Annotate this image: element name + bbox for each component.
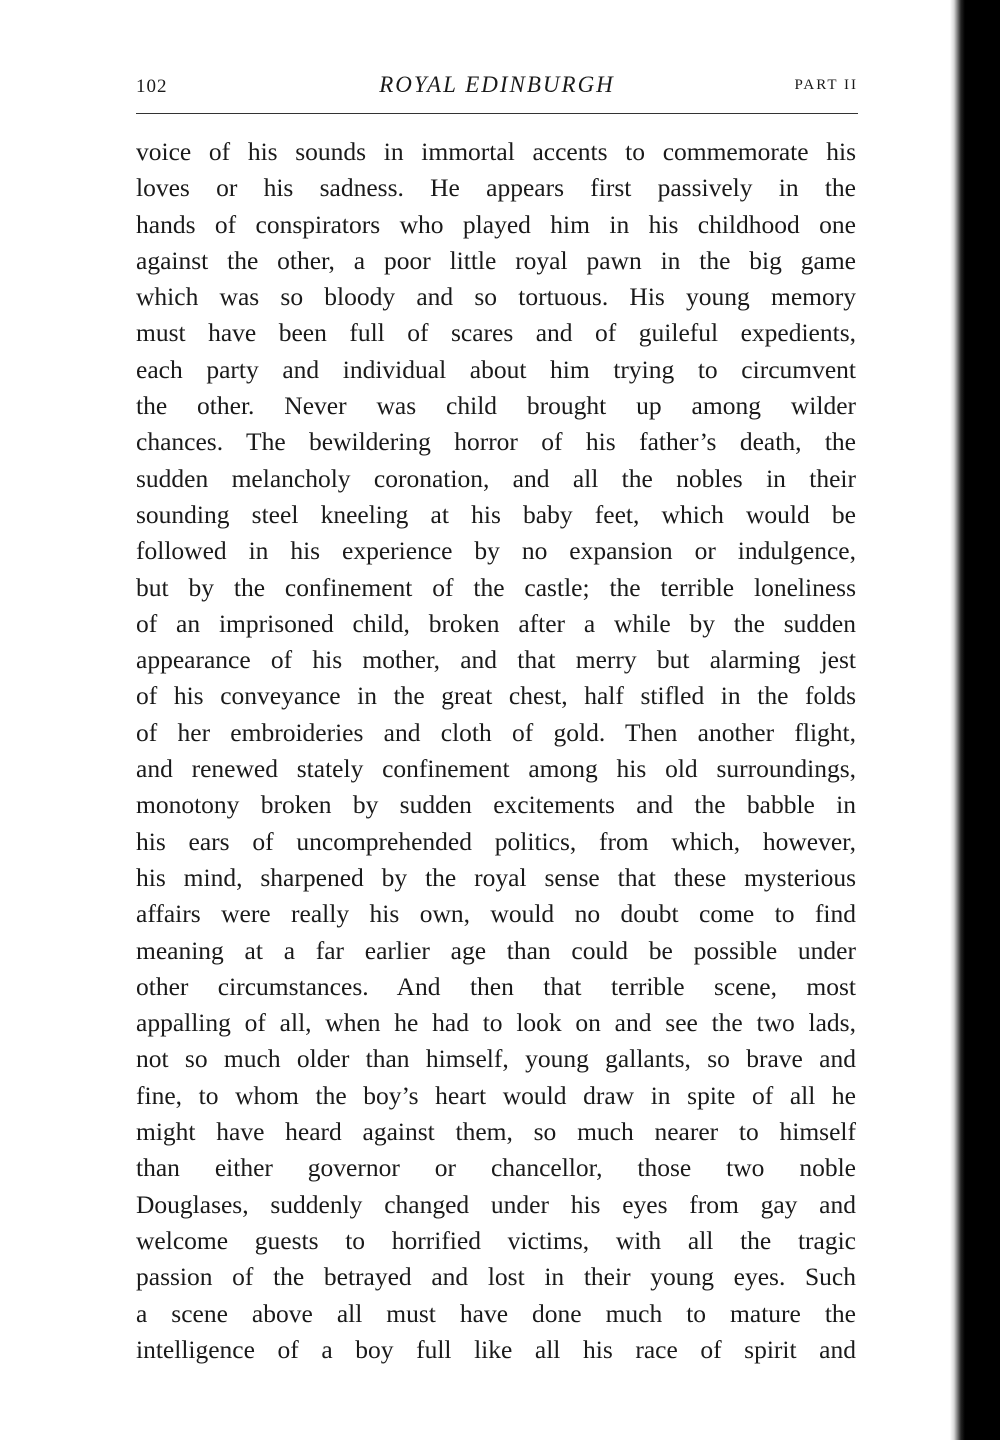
text-line: of her embroideries and cloth of gold. Then another flight, — [136, 717, 856, 747]
text-line: which was so bloody and so tortuous. His young memory — [136, 282, 856, 312]
text-line: meaning at a far earlier age than could be possible under — [136, 935, 856, 965]
text-line: affairs were really his own, would no doubt come to find — [136, 899, 856, 929]
page-header — [136, 72, 858, 104]
text-line: not so much older than himself, young gallants, so brave and — [136, 1044, 856, 1074]
text-line: his mind, sharpened by the royal sense that these mysterious — [136, 862, 856, 892]
part-label: PART II — [794, 77, 858, 93]
text-line: passion of the betrayed and lost in their young eyes. Such — [136, 1262, 856, 1292]
text-line: monotony broken by sudden excitements and the babble in — [136, 790, 856, 820]
header-rule — [136, 113, 858, 114]
text-line: each party and individual about him trying to circumvent — [136, 354, 856, 384]
text-line: voice of his sounds in immortal accents to commemorate his — [136, 137, 856, 166]
text-line: intelligence of a boy full like all his race of spirit and — [136, 1334, 856, 1364]
page-number: 102 — [136, 76, 168, 97]
text-line: might have heard against them, so much nearer to himself — [136, 1117, 856, 1147]
text-line: Douglases, suddenly changed under his eyes from gay and — [136, 1189, 856, 1219]
text-line: and renewed stately confinement among his old surroundings, — [136, 754, 856, 784]
scan-binding-edge — [950, 0, 1000, 1440]
text-line: welcome guests to horrified victims, with all the tragic — [136, 1225, 856, 1255]
text-line: against the other, a poor little royal pawn in the big game — [136, 245, 856, 275]
text-line: loves or his sadness. He appears first passively in the — [136, 173, 856, 203]
running-title: ROYAL EDINBURGH — [379, 72, 615, 97]
text-line: other circumstances. And then that terrible scene, most — [136, 971, 856, 1001]
text-line: of his conveyance in the great chest, half stifled in the folds — [136, 681, 856, 711]
text-line: his ears of uncomprehended politics, from which, however, — [136, 826, 856, 856]
text-line: must have been full of scares and of guileful expedients, — [136, 318, 856, 348]
body-text — [136, 134, 856, 1368]
text-line: the other. Never was child brought up among wilder — [136, 391, 856, 421]
text-line: sounding steel kneeling at his baby feet, which would be — [136, 499, 856, 529]
text-line: than either governor or chancellor, those two noble — [136, 1153, 856, 1183]
text-line: chances. The bewildering horror of his father’s death, the — [136, 427, 856, 457]
text-line: hands of conspirators who played him in his childhood one — [136, 209, 856, 239]
text-line: appearance of his mother, and that merry but alarming jest — [136, 645, 856, 675]
text-line: sudden melancholy coronation, and all the nobles in their — [136, 463, 856, 493]
text-line: a scene above all must have done much to mature the — [136, 1298, 856, 1328]
text-line: of an imprisoned child, broken after a while by the sudden — [136, 608, 856, 638]
text-line: fine, to whom the boy’s heart would draw in spite of all he — [136, 1080, 856, 1110]
text-line: but by the confinement of the castle; the terrible loneliness — [136, 572, 856, 602]
text-line: appalling of all, when he had to look on and see the two lads, — [136, 1008, 856, 1038]
text-line: followed in his experience by no expansion or indulgence, — [136, 536, 856, 566]
